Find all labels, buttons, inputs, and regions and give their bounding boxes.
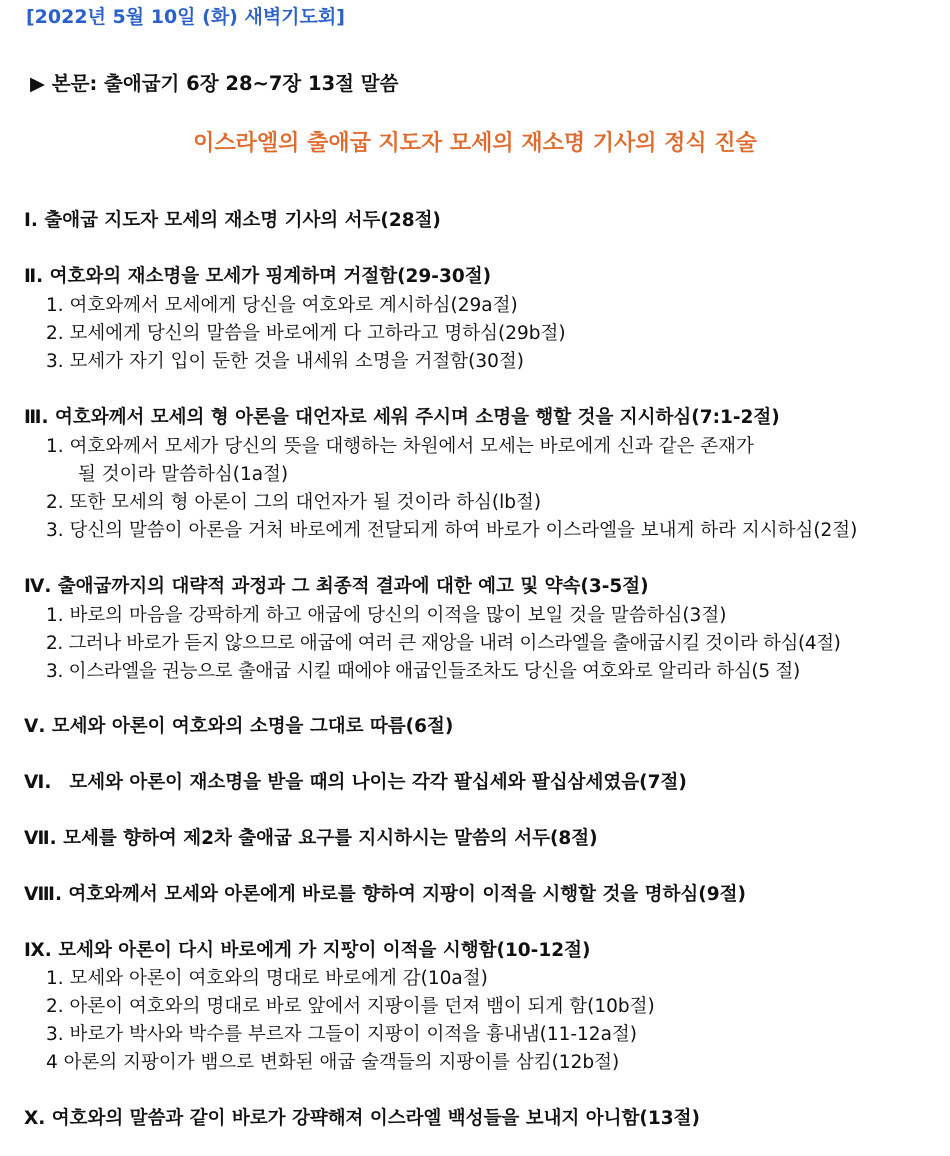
outline-section-heading: Ⅲ. 여호와께서 모세의 형 아론을 대언자로 세워 주시며 소명을 행할 것을 지시하심(7:1-2절) <box>24 407 780 428</box>
outline-item: 3. 이스라엘을 권능으로 출애굽 시킬 때에야 애굽인들조차도 당신을 여호와로 알리라 하심(5 절) <box>46 661 800 682</box>
outline-item: 3. 당신의 말씀이 아론을 거처 바로에게 전달되게 하여 바로가 이스라엘을 보내게 하라 지시하심(2절) <box>46 520 858 541</box>
passage-reference: ▶ 본문: 출애굽기 6장 28~7장 13절 말씀 <box>30 72 399 95</box>
outline-section-heading: Ⅶ. 모세를 향하여 제2차 출애굽 요구를 지시하시는 말씀의 서두(8절) <box>24 828 598 849</box>
outline-item: 1. 모세와 아론이 여호와의 명대로 바로에게 감(10a절) <box>46 968 488 989</box>
outline-section-heading: Ⅴ. 모세와 아론이 여호와의 소명을 그대로 따름(6절) <box>24 716 454 737</box>
outline-section-heading <box>24 770 687 796</box>
outline-section-heading: Ⅳ. 출애굽까지의 대략적 과정과 그 최종적 결과에 대한 예고 및 약속(3-5절) <box>24 576 649 597</box>
outline-section-heading: Ⅸ. 모세와 아론이 다시 바로에게 가 지파ᇰ이 이적을 시행함(10-12절) <box>24 940 591 961</box>
outline-item: 1. 여호와께서 모세가 당신의 뜻을 대행하는 차원에서 모세는 바로에게 신과 같은 존재가 <box>46 436 754 457</box>
outline-item: 1. 여호와께서 모세에게 당신을 여호와로 계시하심(29a절) <box>46 295 518 316</box>
outline-item: 4 아론의 지팡이가 뱀으로 변화된 애굽 술객들의 지팡이를 삼킴(12b절) <box>46 1052 620 1073</box>
outline-item-continuation: 될 것이라 말씀하심(1a절) <box>78 464 289 485</box>
outline-item: 2. 아론이 여호와의 명대로 바로 앞에서 지팡이를 던져 뱀이 되게 함(10b절) <box>46 996 655 1017</box>
outline-section-heading: Ⅱ. 여호와의 재소명을 모세가 핑계하며 거절함(29-30절) <box>24 266 492 287</box>
outline-item: 1. 바로의 마음을 강팍하게 하고 애굽에 당신의 이적을 많이 보일 것을 말씀하심(3절) <box>46 605 727 626</box>
outline-item: 3. 모세가 자기 입이 둔한 것을 내세워 소명을 거절함(30절) <box>46 351 524 372</box>
outline-item: 2. 또한 모세의 형 아론이 그의 대언자가 될 것이라 하심(lb절) <box>46 492 542 513</box>
sermon-title: 이스라엘의 출애굽 지도자 모세의 재소명 기사의 정식 진술 <box>193 131 757 156</box>
sermon-header: [2022년 5월 10일 (화) 새벽기도회] <box>26 6 345 28</box>
outline-section-heading: Ⅹ. 여호와의 말씀과 같이 바로가 강퍅해져 이스라엘 백성들을 보내지 아니함(13절) <box>24 1108 700 1129</box>
section-heading-text: 모세와 아론이 재소명을 받을 때의 나이는 각각 팔십세와 팔십삼세였음(7절) <box>69 772 687 793</box>
section-numeral: Ⅵ. <box>24 772 52 793</box>
outline-item: 2. 그러나 바로가 듣지 않으므로 애굽에 여러 큰 재앙을 내려 이스라엘을 출애굽시킬 것이라 하심(4절) <box>46 633 841 654</box>
outline-section-heading: Ⅷ. 여호와께서 모세와 아론에게 바로를 향하여 지팡이 이적을 시행할 것을 명하심(9절) <box>24 884 746 905</box>
outline-item: 3. 바로가 박사와 박수를 부르자 그들이 지팡이 이적을 흉내냄(11-12a절) <box>46 1024 638 1045</box>
outline-item: 2. 모세에게 당신의 말씀을 바로에게 다 고하라고 명하심(29b절) <box>46 323 566 344</box>
outline-section-heading: Ⅰ. 출애굽 지도자 모세의 재소명 기사의 서두(28절) <box>24 210 441 231</box>
